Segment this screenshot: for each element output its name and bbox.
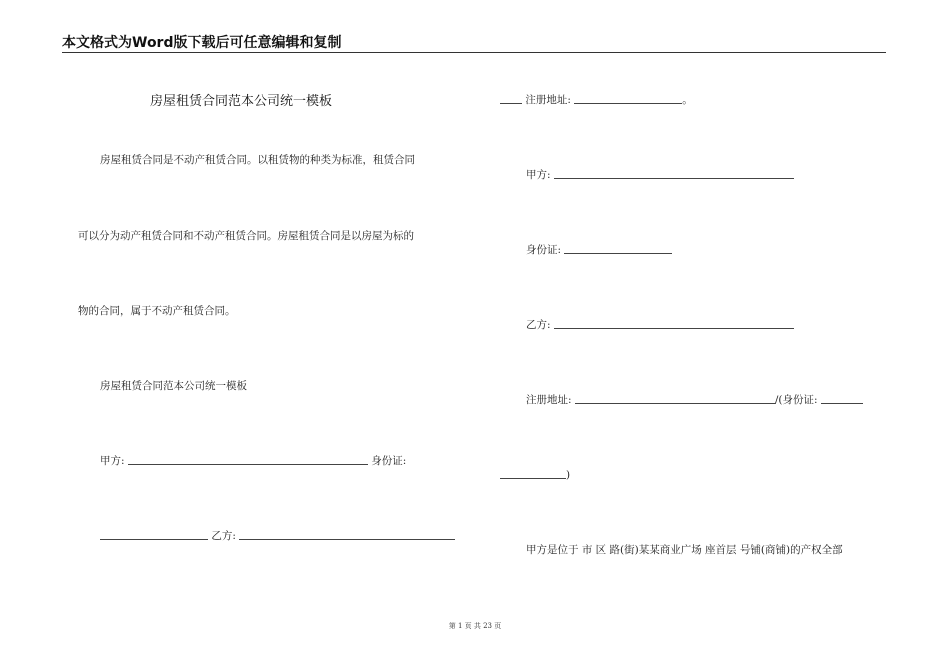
- id-card-continuation-blank: [500, 468, 566, 479]
- header-divider: [62, 52, 886, 53]
- leading-blank: [500, 93, 522, 104]
- id-card-open-label: /(身份证:: [774, 394, 818, 406]
- party-a-blank: [128, 454, 368, 465]
- period: 。: [682, 94, 693, 106]
- right-party-b-line: [526, 318, 794, 332]
- party-a-line: [100, 454, 406, 468]
- right-registered-address-label: 注册地址:: [526, 394, 572, 406]
- property-description-line: 甲方是位于 市 区 路(街)某某商业广场 座首层 号铺(商铺)的产权全部: [526, 544, 843, 556]
- closing-paren: ): [566, 469, 571, 481]
- right-party-a-label: 甲方:: [526, 169, 551, 181]
- party-b-label: 乙方:: [211, 530, 236, 542]
- right-id-card-blank: [564, 243, 672, 254]
- registered-address-blank: [574, 93, 682, 104]
- party-b-blank: [239, 529, 455, 540]
- right-registered-address-blank: [575, 393, 775, 404]
- id-card-continuation-line: [500, 468, 570, 482]
- page-number: 第 1 页 共 23 页: [448, 622, 502, 630]
- paragraph-line-1: 房屋租赁合同是不动产租赁合同。以租赁物的种类为标准，租赁合同: [100, 154, 415, 166]
- id-card-blank: [100, 529, 208, 540]
- right-registered-address-line: [526, 393, 863, 407]
- right-party-a-line: [526, 168, 794, 182]
- registered-address-line: [500, 93, 693, 107]
- paragraph-line-2: 可以分为动产租赁合同和不动产租赁合同。房屋租赁合同是以房屋为标的: [78, 230, 414, 242]
- party-a-label: 甲方:: [100, 455, 125, 467]
- right-id-card-line: [526, 243, 672, 257]
- document-banner: 本文格式为Word版下载后可任意编辑和复制: [62, 35, 342, 51]
- right-id-card-label: 身份证:: [526, 244, 562, 256]
- right-id-card-blank-2: [821, 393, 863, 404]
- page-title: 房屋租赁合同范本公司统一模板: [150, 94, 333, 109]
- paragraph-line-3: 物的合同，属于不动产租赁合同。: [78, 305, 236, 317]
- id-card-label: 身份证:: [371, 455, 407, 467]
- right-party-b-label: 乙方:: [526, 319, 551, 331]
- subheading: 房屋租赁合同范本公司统一模板: [100, 380, 247, 392]
- registered-address-label: 注册地址:: [525, 94, 571, 106]
- right-party-b-blank: [554, 318, 794, 329]
- right-party-a-blank: [554, 168, 794, 179]
- party-b-line: [100, 529, 455, 543]
